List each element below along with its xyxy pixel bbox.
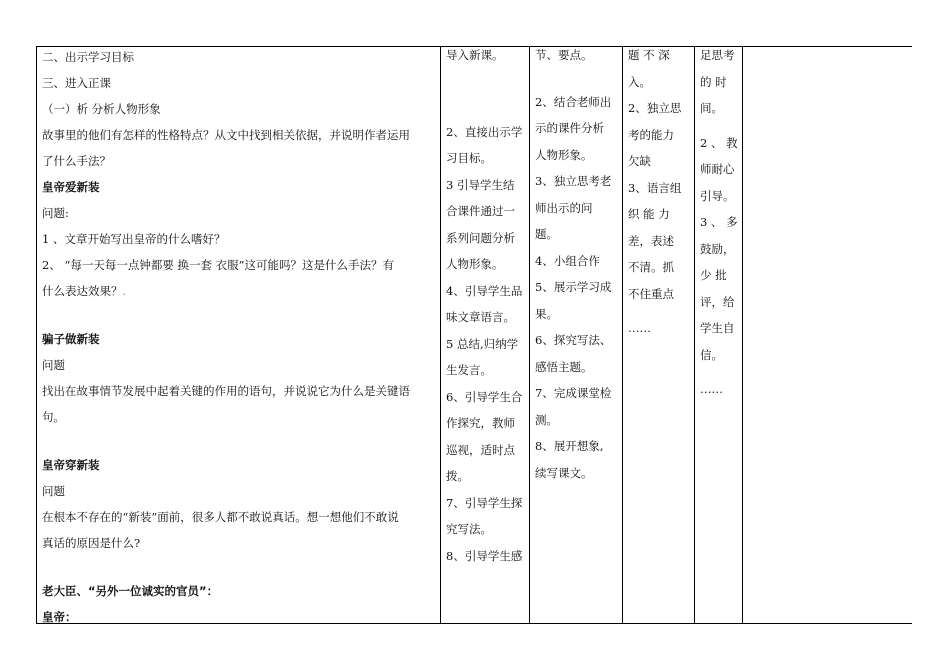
- text-line: 7、完成课堂检: [535, 386, 612, 400]
- section-heading: 老大臣、“另外一位诚实的官员”：: [42, 584, 219, 598]
- text-line: 足思考: [700, 48, 735, 62]
- text-line: 少 批: [700, 268, 727, 282]
- text-line: 6、探究写法、: [535, 333, 612, 347]
- text-line: 导入新课。: [446, 48, 504, 62]
- text-line: 2、结合老师出: [535, 94, 612, 109]
- text-line: 3 引导学生结: [446, 177, 515, 192]
- text-line: 人物形象。: [446, 257, 504, 271]
- cursor-mark: .: [122, 284, 127, 298]
- text-line: 3、独立思考老: [535, 174, 612, 188]
- text-line: 生发言。: [446, 363, 492, 377]
- text-line: 师耐心: [700, 162, 735, 176]
- text-line: 究写法。: [446, 522, 492, 536]
- text-line: 入。: [628, 74, 651, 89]
- text-line: 题 不 深: [628, 48, 670, 62]
- text-line: 不清。抓: [628, 260, 674, 274]
- text-line: 8、展开想象,: [535, 439, 604, 453]
- text-line: 系列问题分析: [446, 230, 515, 245]
- text-line: 师出示的问: [535, 200, 593, 215]
- text-line: 合课件通过一: [446, 204, 515, 218]
- section-heading: 骗子做新装: [42, 332, 100, 346]
- spacer: [42, 304, 438, 326]
- text-line: 的 时: [700, 74, 727, 89]
- text-line: 不住重点: [628, 286, 674, 301]
- spacer: [42, 430, 438, 452]
- content-cell: [42, 44, 438, 630]
- text-line: 拨。: [446, 469, 469, 483]
- text-line-inline: 什么表达效果？: [42, 284, 123, 298]
- text-line: 2、直接出示学: [446, 124, 523, 139]
- text-line: 句。: [42, 410, 65, 424]
- text-line: 了什么手法？: [42, 154, 111, 168]
- text-line: 学生自: [700, 321, 735, 335]
- text-line: 5、展示学习成: [535, 280, 612, 294]
- text-line: ……: [700, 382, 723, 396]
- text-line: 测。: [535, 412, 558, 427]
- text-line: 感悟主题。: [535, 359, 593, 374]
- text-line: 8、引导学生感: [446, 548, 523, 563]
- text-line: 3、语言组: [628, 180, 682, 195]
- text-line: 6、引导学生合: [446, 389, 523, 404]
- text-line: 习目标。: [446, 151, 492, 165]
- text-line: 间。: [700, 101, 723, 115]
- text-line: 续写课文。: [535, 465, 593, 480]
- teacher-activity-cell: [446, 42, 530, 569]
- text-line: [42, 278, 438, 304]
- text-line: 巡视，适时点: [446, 442, 515, 457]
- text-line: 7、引导学生探: [446, 495, 523, 510]
- text-line: 鼓励，: [700, 241, 735, 256]
- text-line: 信。: [700, 347, 723, 362]
- section-heading: 皇帝爱新装: [42, 180, 100, 194]
- section-heading: 皇帝穿新装: [42, 458, 100, 472]
- text-line: 人物形象。: [535, 147, 593, 162]
- text-line: 引导。: [700, 188, 735, 203]
- spacer: [700, 122, 742, 130]
- text-line: 作探究，教师: [446, 416, 515, 430]
- student-activity-cell: [535, 42, 623, 486]
- text-line: 二、出示学习目标: [42, 50, 134, 64]
- text-line: 4、引导学生品: [446, 283, 523, 298]
- text-line: 果。: [535, 306, 558, 321]
- text-line: 示的课件分析: [535, 121, 604, 135]
- text-line: 问题: [42, 484, 65, 498]
- text-line: 节、要点。: [535, 48, 593, 62]
- text-line: 5 总结,归纳学: [446, 336, 519, 351]
- text-line: 问题: [42, 358, 65, 372]
- text-line: 欠缺: [628, 154, 651, 168]
- text-line: 3 、 多: [700, 215, 738, 229]
- text-line: 题。: [535, 227, 558, 241]
- text-line: 真话的原因是什么?: [42, 536, 141, 550]
- text-line: 2、独立思: [628, 101, 682, 115]
- text-line: 2、 “每一天每一点钟都要 换一套 衣服”这可能吗？这是什么手法？有: [42, 258, 395, 272]
- text-line: 1 、文章开始写出皇帝的什么嗜好？: [42, 232, 226, 246]
- text-line: 三、进入正课: [42, 76, 111, 90]
- text-line: 故事里的他们有怎样的性格特点？从文中找到相关依据，并说明作者运用: [42, 128, 410, 142]
- text-line: 在根本不存在的“新装”面前，很多人都不敢说真话。想一想他们不敢说: [42, 510, 399, 524]
- text-line: （一）析 分析人物形象: [42, 102, 161, 116]
- issues-cell: [628, 42, 694, 342]
- text-line: 评，给: [700, 294, 735, 309]
- spacer: [42, 556, 438, 578]
- spacer: [535, 69, 623, 89]
- text-line: 味文章语言。: [446, 310, 515, 324]
- strategy-cell: [700, 42, 742, 403]
- text-line: 4、小组合作: [535, 253, 600, 268]
- text-line: ……: [628, 321, 651, 335]
- spacer: [446, 69, 530, 119]
- text-line: 织 能 力: [628, 207, 670, 221]
- text-line: 差，表述: [628, 233, 674, 248]
- text-line: 考的能力: [628, 127, 674, 142]
- text-line: 2 、 教: [700, 135, 738, 150]
- section-heading: 皇帝：: [42, 610, 77, 624]
- text-line: 问题:: [42, 206, 69, 220]
- text-line: 找出在故事情节发展中起着关键的作用的语句，并说说它为什么是关键语: [42, 384, 410, 398]
